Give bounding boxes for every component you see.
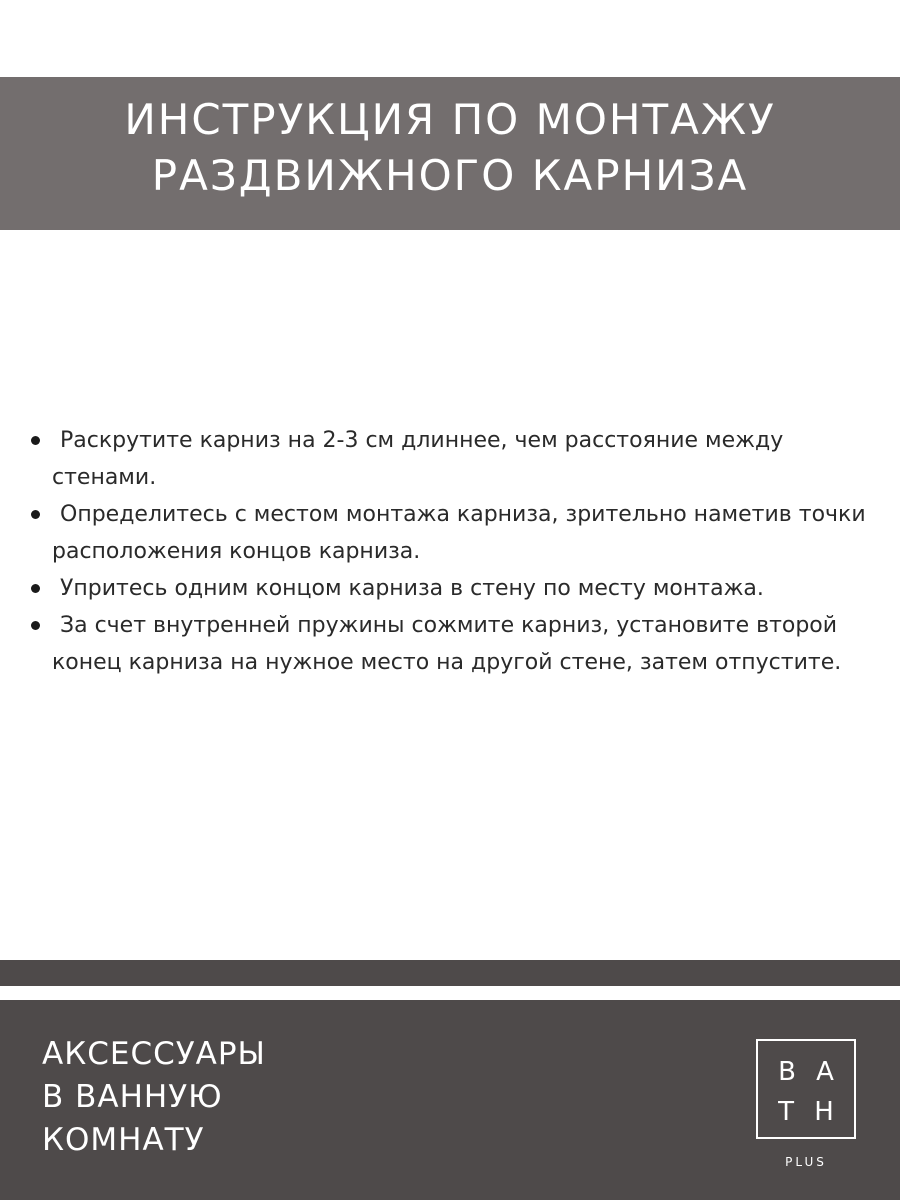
slogan-line-2: В ВАННУЮ	[42, 1079, 223, 1115]
instruction-text: Определитесь с местом монтажа карниза, зрительно наметив точки расположения концов карниза.	[52, 502, 866, 564]
logo-letter: B	[778, 1057, 796, 1087]
page-title-line-2: РАЗДВИЖНОГО КАРНИЗА	[151, 151, 749, 200]
logo-subtitle: PLUS	[785, 1155, 827, 1169]
logo-letter: H	[814, 1097, 834, 1127]
logo-letter: T	[778, 1097, 795, 1127]
logo-letter: A	[816, 1057, 834, 1087]
instruction-list	[28, 422, 888, 681]
logo-row-bottom	[758, 1097, 854, 1127]
instruction-text: Раскрутите карниз на 2-3 см длиннее, чем расстояние между стенами.	[52, 428, 784, 490]
slogan-line-1: АКСЕССУАРЫ	[42, 1036, 266, 1072]
list-item	[28, 607, 888, 681]
logo-row-top	[758, 1057, 854, 1087]
list-item	[28, 422, 888, 496]
instruction-text: За счет внутренней пружины сожмите карниз, установите второй конец карниза на нужное место на другой стене, затем отпустите.	[52, 613, 842, 675]
brand-logo	[756, 1039, 856, 1139]
list-item	[28, 570, 888, 607]
list-item	[28, 496, 888, 570]
header-banner	[0, 77, 900, 230]
divider-band	[0, 960, 900, 986]
bullet-icon	[31, 584, 40, 593]
bullet-icon	[31, 436, 40, 445]
brand-slogan	[42, 1033, 266, 1162]
instruction-text: Упритесь одним концом карниза в стену по месту монтажа.	[60, 576, 764, 601]
page-title-line-1: ИНСТРУКЦИЯ ПО МОНТАЖУ	[124, 95, 776, 144]
footer-banner	[0, 1000, 900, 1200]
bullet-icon	[31, 510, 40, 519]
bullet-icon	[31, 621, 40, 630]
slogan-line-3: КОМНАТУ	[42, 1122, 205, 1158]
